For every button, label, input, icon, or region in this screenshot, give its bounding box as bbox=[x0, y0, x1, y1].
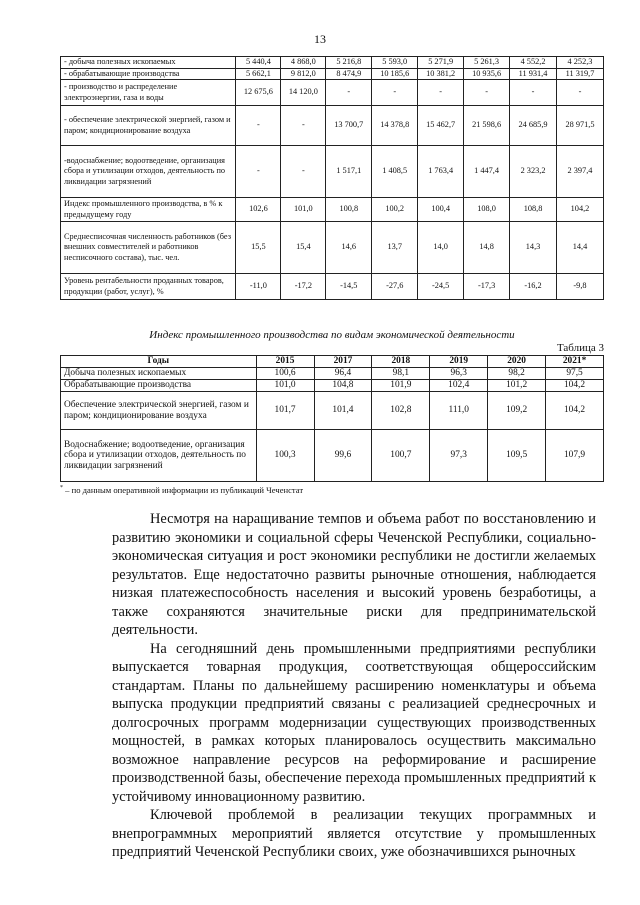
cell: 96,3 bbox=[430, 368, 488, 380]
cell: 111,0 bbox=[430, 392, 488, 430]
cell: 21 598,6 bbox=[464, 106, 510, 146]
cell: - bbox=[326, 80, 372, 106]
row-label: Уровень рентабельности проданных товаров, продукции (работ, услуг), % bbox=[61, 274, 236, 300]
cell: 14 120,0 bbox=[281, 80, 326, 106]
cell: 104,2 bbox=[546, 380, 604, 392]
paragraph: Несмотря на наращивание темпов и объема работ по восстановлению и развитию экономики и социальной сферы Чеченской Республики, социально-экономическая ситуация и рост экономики республики не достигли желаемых результатов. Еще недостаточно развиты рыночные отношения, наблюдается низкая платежеспособность населения и высокий уровень безработицы, а также сохраняются значительные риски для предпринимательской деятельности. bbox=[112, 511, 596, 638]
table-row bbox=[61, 68, 604, 80]
cell: 100,3 bbox=[256, 430, 314, 482]
cell: 101,0 bbox=[256, 380, 314, 392]
cell: 102,8 bbox=[372, 392, 430, 430]
row-label: Обрабатывающие производства bbox=[61, 380, 257, 392]
cell: 14 378,8 bbox=[372, 106, 418, 146]
header-year: 2020 bbox=[488, 356, 546, 368]
cell: 2 323,2 bbox=[510, 146, 557, 198]
cell: 28 971,5 bbox=[557, 106, 604, 146]
header-year: 2018 bbox=[372, 356, 430, 368]
cell: 107,9 bbox=[546, 430, 604, 482]
cell: 101,0 bbox=[281, 198, 326, 222]
table-row bbox=[61, 274, 604, 300]
cell: 109,5 bbox=[488, 430, 546, 482]
cell: 97,3 bbox=[430, 430, 488, 482]
cell: - bbox=[418, 80, 464, 106]
cell: 4 552,2 bbox=[510, 57, 557, 69]
cell: 5 662,1 bbox=[236, 68, 281, 80]
paragraph: Ключевой проблемой в реализации текущих программных и внепрограммных мероприятий является отсутствие у промышленных предприятий Чеченской Республики своих, уже обозначившихся рыночных bbox=[112, 807, 596, 860]
production-index-table bbox=[60, 355, 604, 482]
cell: 104,8 bbox=[314, 380, 372, 392]
cell: -27,6 bbox=[372, 274, 418, 300]
cell: 11 319,7 bbox=[557, 68, 604, 80]
cell: 102,4 bbox=[430, 380, 488, 392]
cell: - bbox=[281, 106, 326, 146]
cell: 100,7 bbox=[372, 430, 430, 482]
cell: 4 868,0 bbox=[281, 57, 326, 69]
cell: 100,2 bbox=[372, 198, 418, 222]
cell: 101,9 bbox=[372, 380, 430, 392]
table-row bbox=[61, 430, 604, 482]
cell: 24 685,9 bbox=[510, 106, 557, 146]
table-row bbox=[61, 80, 604, 106]
cell: 1 517,1 bbox=[326, 146, 372, 198]
cell: - bbox=[236, 146, 281, 198]
page-number: 13 bbox=[314, 32, 326, 46]
industry-indicators-table bbox=[60, 56, 604, 300]
cell: 15,4 bbox=[281, 222, 326, 274]
cell: 5 271,9 bbox=[418, 57, 464, 69]
table-caption: Индекс промышленного производства по видам экономической деятельности bbox=[149, 329, 515, 341]
table-row bbox=[61, 368, 604, 380]
cell: 98,2 bbox=[488, 368, 546, 380]
cell: 10 935,6 bbox=[464, 68, 510, 80]
cell: 10 381,2 bbox=[418, 68, 464, 80]
row-label: Водоснабжение; водоотведение, организация сбора и утилизации отходов, деятельность по ликвидации загрязнений bbox=[61, 430, 257, 482]
row-label: - производство и распределение электроэнергии, газа и воды bbox=[61, 80, 236, 106]
cell: 101,7 bbox=[256, 392, 314, 430]
table-row bbox=[61, 146, 604, 198]
cell: 14,0 bbox=[418, 222, 464, 274]
cell: 5 593,0 bbox=[372, 57, 418, 69]
cell: -14,5 bbox=[326, 274, 372, 300]
cell: 98,1 bbox=[372, 368, 430, 380]
cell: - bbox=[281, 146, 326, 198]
cell: -24,5 bbox=[418, 274, 464, 300]
cell: 104,2 bbox=[546, 392, 604, 430]
cell: 14,3 bbox=[510, 222, 557, 274]
cell: -16,2 bbox=[510, 274, 557, 300]
cell: 5 216,8 bbox=[326, 57, 372, 69]
cell: -17,3 bbox=[464, 274, 510, 300]
cell: 11 931,4 bbox=[510, 68, 557, 80]
cell: 15,5 bbox=[236, 222, 281, 274]
body-text bbox=[112, 510, 596, 862]
cell: 14,4 bbox=[557, 222, 604, 274]
table-footnote bbox=[60, 485, 303, 495]
table-row bbox=[61, 106, 604, 146]
cell: 2 397,4 bbox=[557, 146, 604, 198]
cell: 13 700,7 bbox=[326, 106, 372, 146]
cell: 5 261,3 bbox=[464, 57, 510, 69]
cell: 5 440,4 bbox=[236, 57, 281, 69]
header-year: 2019 bbox=[430, 356, 488, 368]
table-header-row bbox=[61, 356, 604, 368]
cell: -17,2 bbox=[281, 274, 326, 300]
row-label: Обеспечение электрической энергией, газом и паром; кондиционирование воздуха bbox=[61, 392, 257, 430]
cell: 104,2 bbox=[557, 198, 604, 222]
cell: 14,8 bbox=[464, 222, 510, 274]
row-label: Добыча полезных ископаемых bbox=[61, 368, 257, 380]
cell: 96,4 bbox=[314, 368, 372, 380]
row-label: - обеспечение электрической энергией, газом и паром; кондиционирование воздуха bbox=[61, 106, 236, 146]
row-label: Среднесписочная численность работников (без внешних совместителей и работников несписочного состава), тыс. чел. bbox=[61, 222, 236, 274]
cell: 4 252,3 bbox=[557, 57, 604, 69]
cell: - bbox=[464, 80, 510, 106]
cell: - bbox=[510, 80, 557, 106]
cell: 9 812,0 bbox=[281, 68, 326, 80]
cell: 102,6 bbox=[236, 198, 281, 222]
footnote-mark: * bbox=[60, 485, 63, 492]
cell: 108,8 bbox=[510, 198, 557, 222]
cell: 100,4 bbox=[418, 198, 464, 222]
cell: 1 408,5 bbox=[372, 146, 418, 198]
paragraph: На сегодняшний день промышленными предприятиями республики выпускается товарная продукция, соответствующая общероссийским стандартам. Планы по дальнейшему расширению номенклатуры и объема выпуска продукции предприятий связаны с реализацией среднесрочных и долгосрочных программ модернизации существующих производственных мощностей, в рамках которых планировалось осуществить максимально возможное направление ресурсов на реформирование и расширение производственной базы, обеспечение перехода промышленных предприятий к устойчивому инновационному развитию. bbox=[112, 640, 596, 805]
cell: 12 675,6 bbox=[236, 80, 281, 106]
row-label: - добыча полезных ископаемых bbox=[61, 57, 236, 69]
cell: 101,2 bbox=[488, 380, 546, 392]
cell: 10 185,6 bbox=[372, 68, 418, 80]
table-number-label: Таблица 3 bbox=[556, 342, 604, 354]
cell: 108,0 bbox=[464, 198, 510, 222]
cell: 97,5 bbox=[546, 368, 604, 380]
cell: 8 474,9 bbox=[326, 68, 372, 80]
header-years: Годы bbox=[61, 356, 257, 368]
table-row bbox=[61, 392, 604, 430]
header-year: 2021* bbox=[546, 356, 604, 368]
cell: 100,6 bbox=[256, 368, 314, 380]
table-row bbox=[61, 222, 604, 274]
cell: - bbox=[557, 80, 604, 106]
cell: - bbox=[236, 106, 281, 146]
cell: 13,7 bbox=[372, 222, 418, 274]
table-row bbox=[61, 380, 604, 392]
cell: 14,6 bbox=[326, 222, 372, 274]
row-label: -водоснабжение; водоотведение, организация сбора и утилизации отходов, деятельность по ликвидации загрязнений bbox=[61, 146, 236, 198]
cell: - bbox=[372, 80, 418, 106]
footnote-text: – по данным оперативной информации из публикаций Чеченстат bbox=[63, 485, 304, 495]
cell: 1 447,4 bbox=[464, 146, 510, 198]
row-label: Индекс промышленного производства, в % к предыдущему году bbox=[61, 198, 236, 222]
cell: -9,8 bbox=[557, 274, 604, 300]
cell: 101,4 bbox=[314, 392, 372, 430]
table-row bbox=[61, 57, 604, 69]
cell: 1 763,4 bbox=[418, 146, 464, 198]
table-row bbox=[61, 198, 604, 222]
cell: -11,0 bbox=[236, 274, 281, 300]
cell: 100,8 bbox=[326, 198, 372, 222]
cell: 109,2 bbox=[488, 392, 546, 430]
header-year: 2015 bbox=[256, 356, 314, 368]
cell: 15 462,7 bbox=[418, 106, 464, 146]
row-label: - обрабатывающие производства bbox=[61, 68, 236, 80]
header-year: 2017 bbox=[314, 356, 372, 368]
cell: 99,6 bbox=[314, 430, 372, 482]
